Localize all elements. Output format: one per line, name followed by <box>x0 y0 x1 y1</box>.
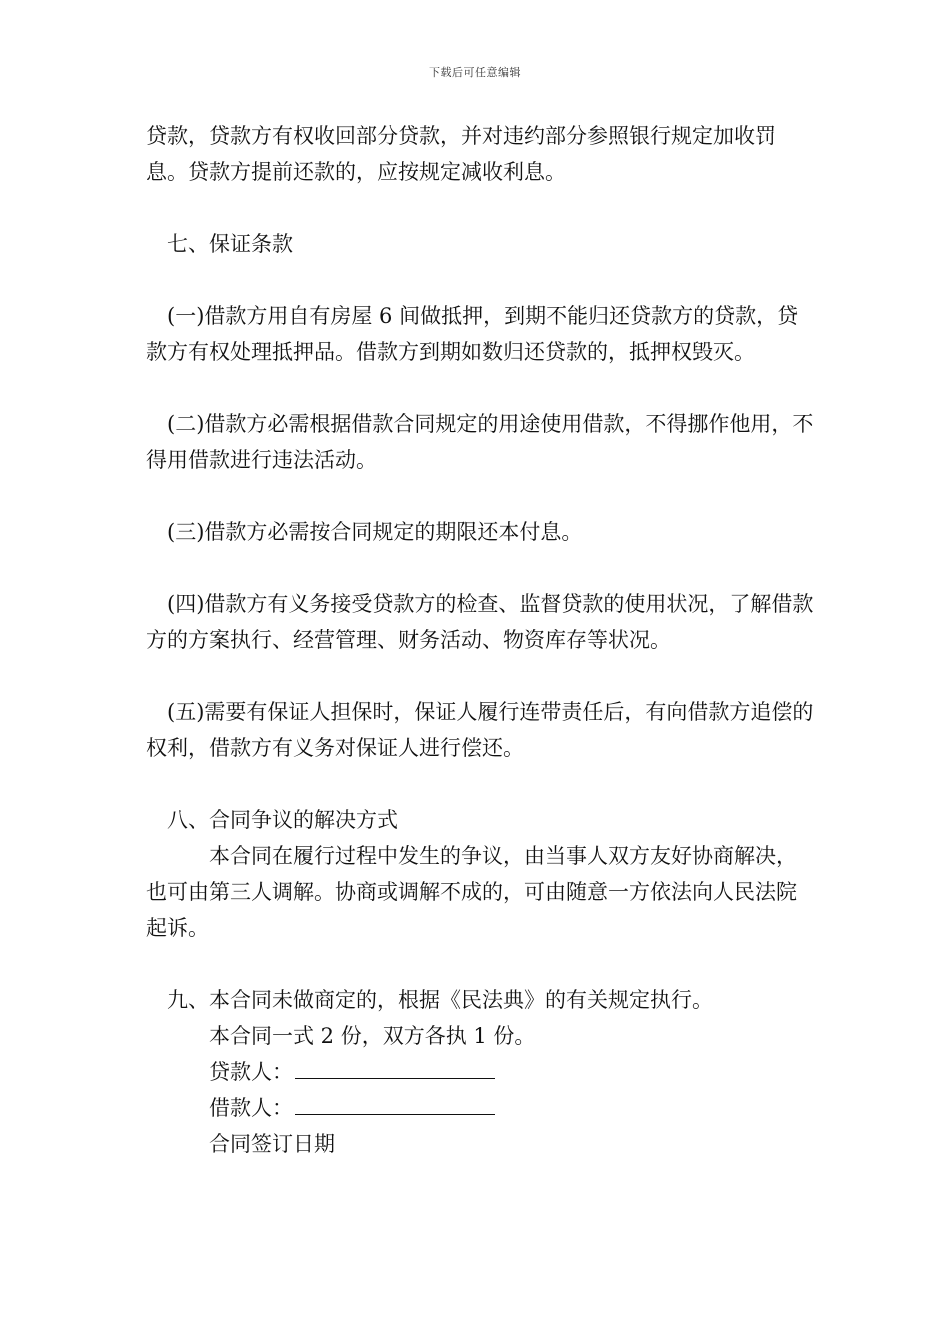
section-8-body: 本合同在履行过程中发生的争议，由当事人双方友好协商解决，也可由第三人调解。协商或调解不成的，可由随意一方依法向人民法院起诉。 <box>146 844 797 940</box>
lender-signature-line <box>295 1056 495 1079</box>
sign-date-label: 合同签订日期 <box>209 1132 335 1156</box>
borrower-label: 借款人： <box>209 1096 293 1120</box>
section-7-title: 七、保证条款 <box>167 232 293 256</box>
borrower-signature-row <box>146 1090 816 1126</box>
lender-signature-row <box>146 1054 816 1090</box>
clause-7-5: (五)需要有保证人担保时，保证人履行连带责任后，有向借款方追偿的权利，借款方有义务对保证人进行偿还。 <box>146 700 814 760</box>
section-8-title: 八、合同争议的解决方式 <box>167 808 398 832</box>
clause-7-1: (一)借款方用自有房屋 6 间做抵押，到期不能归还贷款方的贷款，贷款方有权处理抵押品。借款方到期如数归还贷款的，抵押权毁灭。 <box>146 304 799 364</box>
page-header: 下载后可任意编辑 <box>429 66 521 79</box>
clause-7-4: (四)借款方有义务接受贷款方的检查、监督贷款的使用状况，了解借款方的方案执行、经营管理、财务活动、物资库存等状况。 <box>146 592 814 652</box>
paragraph-continuation: 贷款，贷款方有权收回部分贷款，并对违约部分参照银行规定加收罚息。贷款方提前还款的，应按规定减收利息。 <box>146 124 776 184</box>
clause-7-2: (二)借款方必需根据借款合同规定的用途使用借款，不得挪作他用，不得用借款进行违法活动。 <box>146 412 814 472</box>
clause-7-3: (三)借款方必需按合同规定的期限还本付息。 <box>167 520 583 544</box>
copies-statement: 本合同一式 2 份，双方各执 1 份。 <box>209 1024 536 1048</box>
lender-label: 贷款人： <box>209 1060 293 1084</box>
document-body <box>146 118 816 1162</box>
borrower-signature-line <box>295 1092 495 1115</box>
section-9-title: 九、本合同未做商定的，根据《民法典》的有关规定执行。 <box>167 988 713 1012</box>
